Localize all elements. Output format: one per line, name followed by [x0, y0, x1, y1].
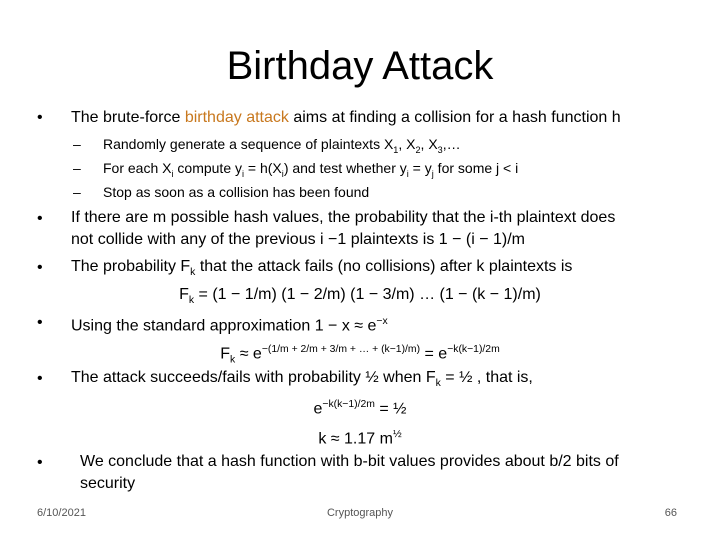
sub-bullet-2-c: = h(X [244, 160, 282, 176]
bullet-3: The probability $F_k$ that the attack fails (no collisions) after k plaintexts is [71, 258, 573, 279]
bullet-1 [71, 107, 691, 129]
bullet-4-text: Using the standard approximation 1 − x ≈ e [71, 317, 377, 335]
birthday-attack-term: birthday attack [184, 109, 289, 126]
bullet-5-b: = ½ , that is, [440, 369, 533, 386]
eq1-a: F [179, 286, 189, 303]
bullet-5-a: The attack succeeds/fails with probability ½ when F [71, 369, 436, 386]
slide-title: Birthday Attack [226, 44, 494, 88]
bullet-4-sup: −x [376, 316, 388, 327]
bullet-5: The attack succeeds/fails with probability ½ when $F_k$ = ½ , that is, [71, 369, 533, 390]
bullet-3-b: that the attack fails (no collisions) after k plaintexts is [195, 258, 573, 275]
footer-date: 6/10/2021 [37, 507, 86, 519]
footer-page-number: 66 [664, 507, 677, 519]
eq3-sup: −k(k−1)/2m [322, 399, 375, 410]
eq2-b: ≈ e [235, 345, 262, 363]
bullet-1-text-a: The brute-force [71, 109, 185, 126]
equation-k [0, 424, 720, 450]
bullet-2-line-2: not collide with any of the previous i −1 plaintexts is 1 − (i − 1)/m [71, 231, 526, 248]
bullet-marker: • [37, 109, 43, 126]
sub-bullet-2-d: ) and test whether y [283, 160, 407, 176]
sub-bullet-3: Stop as soon as a collision has been found [103, 184, 370, 200]
eq2-c: = e [420, 345, 448, 363]
bullet-2-line-1: If there are m possible hash values, the probability that the i-th plaintext does [71, 209, 616, 226]
sub-bullet-marker: – [73, 184, 81, 200]
bullet-marker: • [37, 210, 43, 227]
eq1-b: = (1 − 1/m) (1 − 2/m) (1 − 3/m) … (1 − (k − 1)/m) [194, 286, 541, 303]
bullet-1-text-b: aims at finding a collision for a hash function h [288, 109, 621, 126]
bullet-6-line-2: security [80, 475, 136, 492]
sub-bullet-1: Randomly generate a sequence of plaintexts $X_1$, $X_2$, $X_3,\dots$ [103, 136, 461, 155]
bullet-marker: • [37, 370, 43, 387]
equation-approximation: $F_k \approx e^{-(1/m + 2/m + 3/m + \dots + (k-1)/m)} = e^{-k(k-1)/2m}$ [220, 344, 500, 366]
sub-bullet-2-f: for some j < i [433, 160, 519, 176]
bullet-marker: • [37, 454, 43, 471]
equation-half [0, 394, 720, 420]
eq4-sup: ½ [392, 429, 402, 440]
sub-bullet-2: For each $X_i$ compute $y_i = h(X_i)$ and test whether $y_i = y_j$ for some j < i [103, 160, 519, 179]
footer-topic: Cryptography [326, 507, 394, 519]
bullet-marker: • [37, 259, 43, 276]
sub-bullet-1-text: Randomly generate a sequence of plaintexts X [103, 136, 394, 152]
eq4-a: k ≈ 1.17 m [318, 430, 393, 448]
eq3-a: e [313, 400, 323, 418]
sub-bullet-2-e: = y [408, 160, 432, 176]
sub-bullet-2-b: compute y [173, 160, 242, 176]
eq2-sup2: −k(k−1)/2m [447, 344, 500, 355]
sub-bullet-marker: – [73, 160, 81, 176]
bullet-marker: • [37, 314, 43, 331]
sub-bullet-marker: – [73, 136, 81, 152]
eq3-b: = ½ [374, 400, 407, 418]
equation-fail-probability: $F_k = (1 - 1/m) (1 - 2/m) (1 - 3/m)$ … (1 − (k − 1)/m) [179, 286, 541, 307]
bullet-6-line-1: We conclude that a hash function with b-bit values provides about b/2 bits of [80, 453, 619, 470]
eq2-a: F [220, 345, 231, 363]
bullet-3-a: The probability F [71, 258, 191, 275]
bullet-4 [71, 311, 691, 337]
eq2-sup1: −(1/m + 2/m + 3/m + … + (k−1)/m) [261, 344, 421, 355]
sub-bullet-2-a: For each X [103, 160, 172, 176]
